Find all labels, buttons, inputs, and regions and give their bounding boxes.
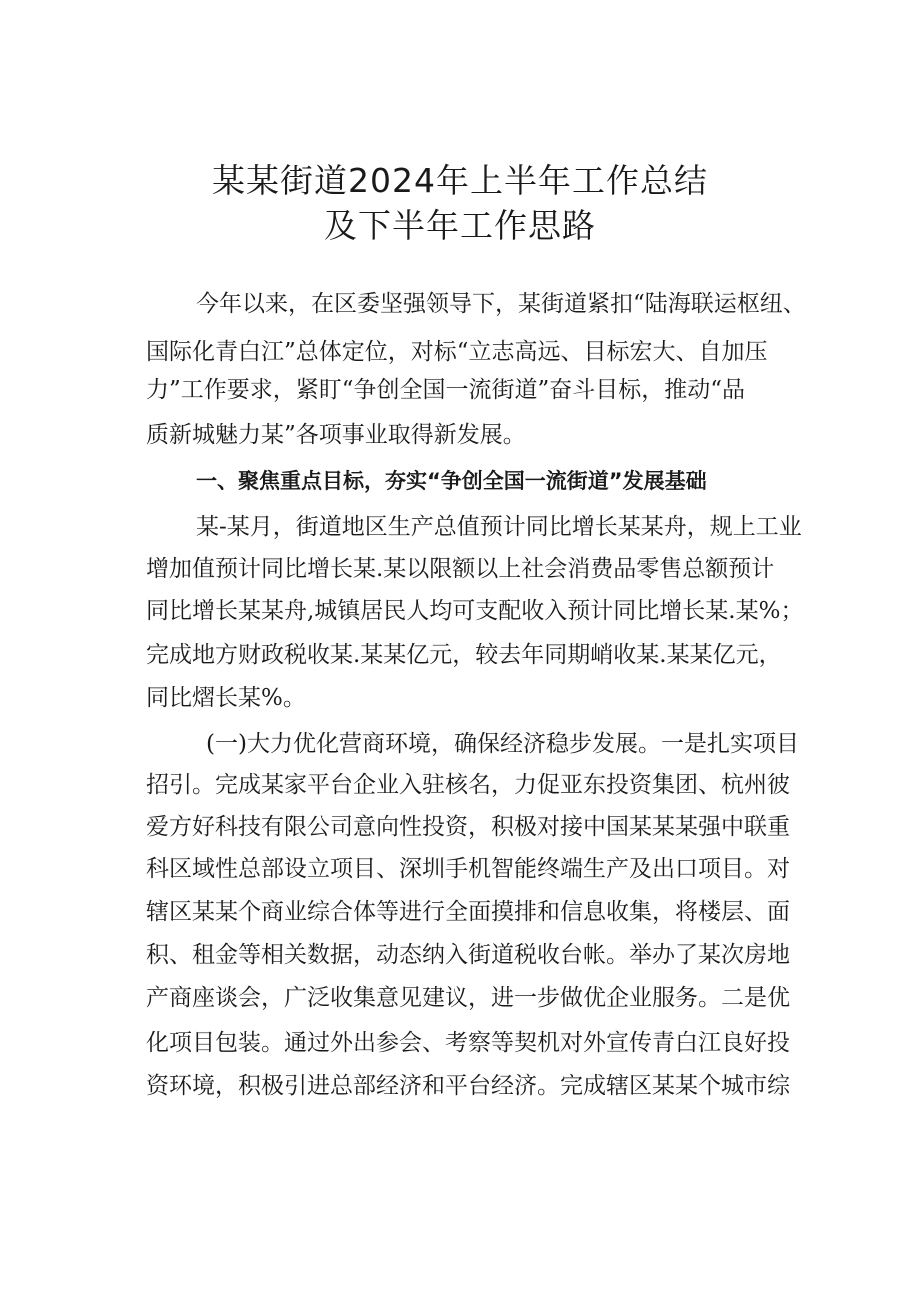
subsection1-line: 科区域性总部设立项目、深圳手机智能终端生产及出口项目。对: [146, 856, 790, 882]
intro-line: 力”工作要求，紧盯“争创全国一流街道”奋斗目标，推动“品: [146, 377, 746, 403]
subsection1-line: 招引。完成某家平台企业入驻核名，力促亚东投资集团、杭州彼: [146, 772, 790, 798]
subsection1-line: 资环境，积极引进总部经济和平台经济。完成辖区某某个城市综: [146, 1073, 790, 1099]
intro-line: 质新城魅力某”各项事业取得新发展。: [146, 422, 526, 448]
section1-line: 同比熠长某%。: [146, 685, 306, 711]
subsection1-line: (一)大力优化营商环境，确保经济稳步发展。一是扎实项目: [206, 731, 799, 757]
subsection1-line: 积、租金等相关数据，动态纳入街道税收台帐。举办了某次房地: [146, 942, 790, 968]
section1-line: 完成地方财政税收某.某某亿元，较去年同期峭收某.某某亿元，: [146, 642, 782, 668]
subsection1-line: 辖区某某个商业综合体等进行全面摸排和信息收集，将楼层、面: [146, 899, 790, 925]
section1-line: 某-某月，街道地区生产总值预计同比增长某某舟，规上工业: [196, 514, 802, 540]
subsection1-line: 产商座谈会，广泛收集意见建议，进一步做优企业服务。二是优: [146, 985, 790, 1011]
subsection1-line: 爱方好科技有限公司意向性投资，积极对接中国某某某强中联重: [146, 814, 790, 840]
intro-line: 今年以来，在区委坚强领导下，某街道紧扣“陆海联运枢纽、: [196, 291, 806, 317]
section1-line: 同比增长某某舟,城镇居民人均可支配收入预计同比增长某.某%；: [146, 598, 804, 624]
subsection1-line: 化项目包装。通过外出参会、考察等契机对外宣传青白江良好投: [146, 1030, 790, 1056]
section1-line: 增加值预计同比增长某.某以限额以上社会消费品零售总额预计: [146, 556, 775, 582]
intro-line: 国际化青白江”总体定位，对标“立志高远、目标宏大、自加压: [146, 339, 768, 365]
section-heading: 一、聚焦重点目标，夯实“争创全国一流街道”发展基础: [196, 469, 707, 493]
document-title-line2: 及下半年工作思路: [324, 206, 596, 245]
document-title-line1: 某某街道2024年上半年工作总结: [212, 161, 708, 200]
